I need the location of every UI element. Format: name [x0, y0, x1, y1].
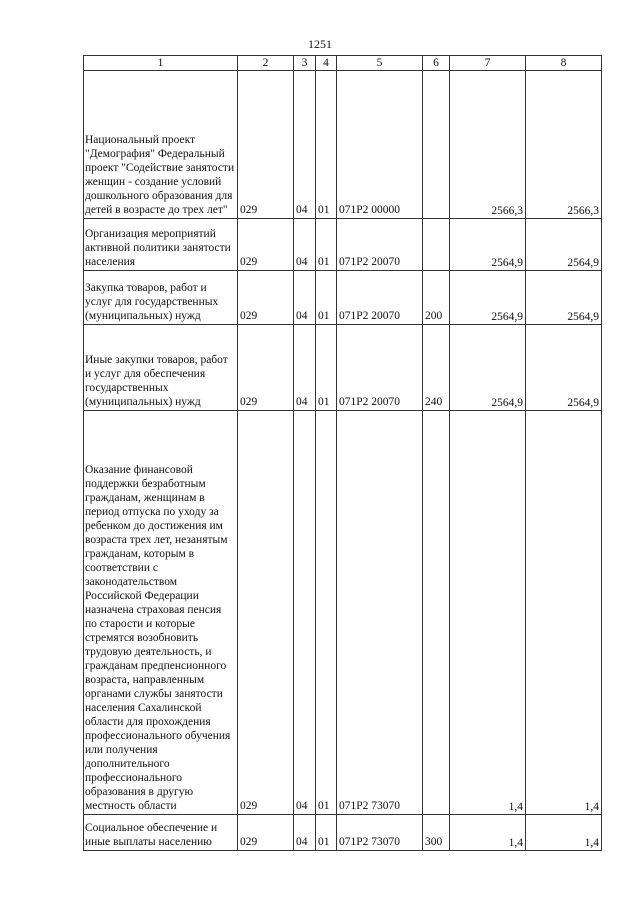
- cell-ministry-code: 029: [238, 325, 294, 411]
- cell-amount-8: 2564,9: [526, 271, 602, 325]
- cell-ministry-code: 029: [238, 219, 294, 271]
- header-row: [84, 56, 602, 71]
- cell-expense-type: [423, 71, 450, 219]
- header-cell: 6: [423, 56, 450, 71]
- cell-target-article: 071Р2 20070: [337, 325, 423, 411]
- row-name: Организация мероприятий активной политики занятости населения: [84, 219, 238, 271]
- cell-subsection: 01: [316, 271, 337, 325]
- table-row: [84, 71, 602, 219]
- cell-expense-type: [423, 219, 450, 271]
- header-cell: 4: [316, 56, 337, 71]
- cell-amount-8: 2564,9: [526, 219, 602, 271]
- header-cell: 8: [526, 56, 602, 71]
- table-row: [84, 815, 602, 851]
- row-name: Иные закупки товаров, работ и услуг для обеспечения государственных (муниципальных) нужд: [84, 325, 238, 411]
- cell-amount-7: 2564,9: [450, 325, 526, 411]
- cell-target-article: 071Р2 00000: [337, 71, 423, 219]
- row-name: Социальное обеспечение и иные выплаты населению: [84, 815, 238, 851]
- cell-expense-type: [423, 411, 450, 815]
- cell-subsection: 01: [316, 411, 337, 815]
- cell-ministry-code: 029: [238, 815, 294, 851]
- cell-ministry-code: 029: [238, 271, 294, 325]
- cell-amount-8: 1,4: [526, 411, 602, 815]
- cell-section: 04: [294, 815, 316, 851]
- cell-amount-7: 1,4: [450, 411, 526, 815]
- cell-amount-8: 2566,3: [526, 71, 602, 219]
- cell-section: 04: [294, 71, 316, 219]
- row-name: Национальный проект "Демография" Федеральный проект "Содействие занятости женщин - создание условий дошкольного образования для детей в возрасте до трех лет": [84, 71, 238, 219]
- table-row: [84, 325, 602, 411]
- cell-expense-type: 200: [423, 271, 450, 325]
- cell-ministry-code: 029: [238, 411, 294, 815]
- cell-target-article: 071Р2 20070: [337, 219, 423, 271]
- cell-expense-type: 300: [423, 815, 450, 851]
- cell-section: 04: [294, 219, 316, 271]
- cell-amount-7: 2564,9: [450, 271, 526, 325]
- cell-subsection: 01: [316, 71, 337, 219]
- budget-table: [83, 55, 602, 851]
- cell-section: 04: [294, 325, 316, 411]
- cell-target-article: 071Р2 73070: [337, 411, 423, 815]
- cell-amount-7: 2566,3: [450, 71, 526, 219]
- header-cell: 7: [450, 56, 526, 71]
- cell-amount-7: 2564,9: [450, 219, 526, 271]
- cell-ministry-code: 029: [238, 71, 294, 219]
- table-row: [84, 271, 602, 325]
- row-name: Оказание финансовой поддержки безработным гражданам, женщинам в период отпуска по уходу за ребенком до достижения им возраста трех лет, незанятым гражданам, которым в соответствии с законодательством Российской Федерации назначена страховая пенсия по старости и которые стремятся возобновить трудовую деятельность, и гражданам предпенсионного возраста, направленным органами службы занятости населения Сахалинской области для прохождения профессионального обучения или получения дополнительного профессионального образования в другую местность области: [84, 411, 238, 815]
- cell-target-article: 071Р2 73070: [337, 815, 423, 851]
- cell-target-article: 071Р2 20070: [337, 271, 423, 325]
- header-cell: 3: [294, 56, 316, 71]
- cell-subsection: 01: [316, 325, 337, 411]
- cell-expense-type: 240: [423, 325, 450, 411]
- cell-section: 04: [294, 271, 316, 325]
- row-name: Закупка товаров, работ и услуг для государственных (муниципальных) нужд: [84, 271, 238, 325]
- cell-subsection: 01: [316, 815, 337, 851]
- table-row: [84, 219, 602, 271]
- cell-subsection: 01: [316, 219, 337, 271]
- header-cell: 2: [238, 56, 294, 71]
- cell-section: 04: [294, 411, 316, 815]
- cell-amount-8: 2564,9: [526, 325, 602, 411]
- header-cell: 5: [337, 56, 423, 71]
- page-number: 1251: [308, 37, 332, 51]
- cell-amount-7: 1,4: [450, 815, 526, 851]
- table-row: [84, 411, 602, 815]
- header-cell: 1: [84, 56, 238, 71]
- cell-amount-8: 1,4: [526, 815, 602, 851]
